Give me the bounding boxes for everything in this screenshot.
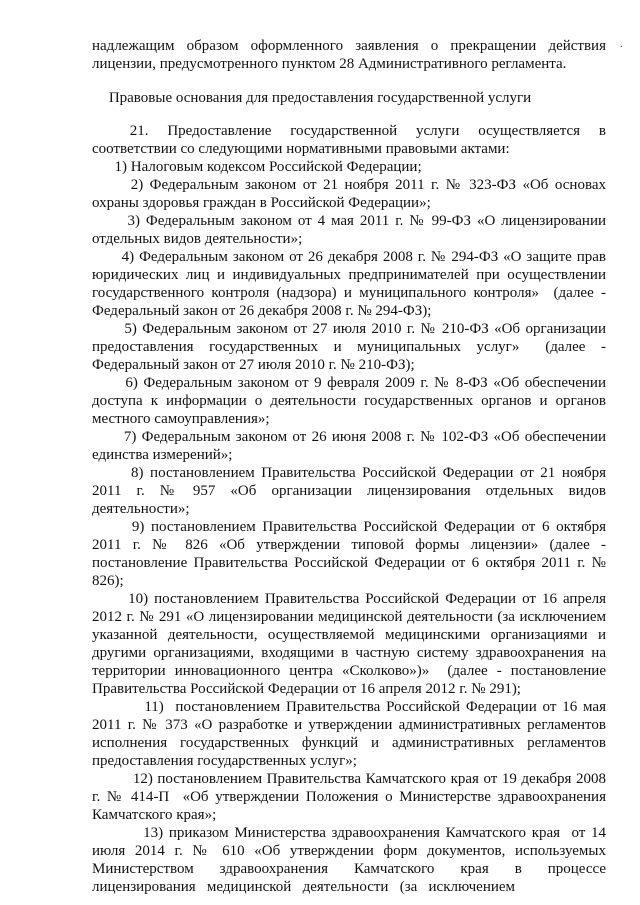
legal-act-paragraph <box>92 698 606 770</box>
paragraph-line: единства измерений»; <box>92 447 233 463</box>
paragraph-line: Федеральный закон от 27 июля 2010 г. № 210-ФЗ); <box>92 357 415 373</box>
paragraph-line: другими организациями, входящими в частную систему здравоохранения на <box>92 645 606 661</box>
paragraph-line: июля 2014 г. № 610 «Об утверждении форм документов, используемых <box>92 843 606 859</box>
paragraph-line: 13) приказом Министерства здравоохранения Камчатского края от 14 <box>92 825 606 841</box>
intro-paragraph <box>92 37 606 73</box>
paragraph-line: предоставления государственных услуг»; <box>92 753 357 769</box>
paragraph-line: 10) постановлением Правительства Российской Федерации от 16 апреля <box>92 591 606 607</box>
legal-act-paragraph <box>92 374 606 428</box>
paragraph-line: 12) постановлением Правительства Камчатского края от 19 декабря 2008 <box>92 771 606 787</box>
paragraph-line: 6) Федеральным законом от 9 февраля 2009 г. № 8-ФЗ «Об обеспечении <box>92 375 606 391</box>
paragraph-line: постановление Правительства Российской Федерации от 6 октября 2011 г. № <box>92 555 606 571</box>
paragraph-line: 7) Федеральным законом от 26 июня 2008 г. № 102-ФЗ «Об обеспечении <box>92 429 606 445</box>
paragraph-line: 5) Федеральным законом от 27 июля 2010 г. № 210-ФЗ «Об организации <box>92 321 606 337</box>
paragraph-line: территории инновационного центра «Сколково»)» (далее - постановление <box>92 663 606 679</box>
paragraph-line: охраны здоровья граждан в Российской Федерации»; <box>92 195 431 211</box>
legal-act-paragraph <box>92 770 606 824</box>
paragraph-line: деятельности»; <box>92 501 190 517</box>
paragraph-line: отдельных видов деятельности»; <box>92 231 303 247</box>
legal-act-paragraph <box>92 824 606 896</box>
paragraph-line: местного самоуправления»; <box>92 411 270 427</box>
legal-act-paragraph <box>92 320 606 374</box>
legal-act-paragraph <box>92 176 606 212</box>
paragraph-line: 4) Федеральным законом от 26 декабря 2008 г. № 294-ФЗ «О защите прав <box>92 249 606 265</box>
paragraph-line: предоставления государственных и муниципальных услуг» (далее - <box>92 339 606 355</box>
paragraph-line: соответствии со следующими нормативными правовыми актами: <box>92 141 510 157</box>
paragraph-line: 826); <box>92 573 124 589</box>
paragraph-line: доступа к информации о деятельности государственных органов и органов <box>92 393 606 409</box>
paragraph-line: 9) постановлением Правительства Российской Федерации от 6 октября <box>92 519 606 535</box>
legal-act-paragraph <box>92 212 606 248</box>
legal-act-paragraph <box>92 590 606 698</box>
paragraph-line: юридических лиц и индивидуальных предпринимателей при осуществлении <box>92 267 606 283</box>
legal-act-paragraph <box>92 428 606 464</box>
paragraph-line: 2011 г. № 826 «Об утверждении типовой формы лицензии» (далее - <box>92 537 606 553</box>
paragraph-line: 2) Федеральным законом от 21 ноября 2011 г. № 323-ФЗ «Об основах <box>92 177 606 193</box>
paragraph-line: 1) Налоговым кодексом Российской Федерации; <box>92 159 422 175</box>
paragraph-line: государственного контроля (надзора) и муниципального контроля» (далее - <box>92 285 606 301</box>
paragraph-line: 21. Предоставление государственной услуги осуществляется в <box>92 123 606 139</box>
legal-act-paragraph <box>92 248 606 320</box>
paragraph-line: 11) постановлением Правительства Российской Федерации от 16 мая <box>92 699 606 715</box>
paragraph-line: указанной деятельности, осуществляемой медицинскими организациями и <box>92 627 606 643</box>
paragraph-line: 3) Федеральным законом от 4 мая 2011 г. № 99-ФЗ «О лицензировании <box>92 213 606 229</box>
paragraph-line: 2011 г. № 957 «Об организации лицензирования отдельных видов <box>92 483 606 499</box>
paragraph-line: 2011 г. № 373 «О разработке и утверждении административных регламентов <box>92 717 606 733</box>
legal-act-paragraph <box>92 122 606 158</box>
paragraph-line: 2012 г. № 291 «О лицензировании медицинской деятельности (за исключением <box>92 609 606 625</box>
legal-act-paragraph <box>92 158 606 176</box>
paragraph-line: исполнения государственных функций и административных регламентов <box>92 735 606 751</box>
intro-line: надлежащим образом оформленного заявления о прекращении действия <box>92 38 606 54</box>
paragraph-line: Федеральный закон от 26 декабря 2008 г. № 294-ФЗ); <box>92 303 432 319</box>
margin-mark: . <box>620 39 623 50</box>
paragraph-line: 8) постановлением Правительства Российской Федерации от 21 ноября <box>92 465 606 481</box>
paragraph-line: Камчатского края»; <box>92 807 217 823</box>
legal-act-paragraph <box>92 518 606 590</box>
intro-line: лицензии, предусмотренного пунктом 28 Административного регламента. <box>92 56 567 72</box>
paragraph-line: Министерством здравоохранения Камчатского края в процессе <box>92 861 606 877</box>
paragraph-line: лицензирования медицинской деятельности (за исключением <box>92 879 516 895</box>
legal-act-paragraph <box>92 464 606 518</box>
section-heading: Правовые основания для предоставления государственной услуги <box>108 90 532 106</box>
paragraph-line: Правительства Российской Федерации от 16 апреля 2012 г. № 291); <box>92 681 521 697</box>
legal-basis-list <box>92 122 606 896</box>
paragraph-line: г. № 414-П «Об утверждении Положения о Министерстве здравоохранения <box>92 789 606 805</box>
